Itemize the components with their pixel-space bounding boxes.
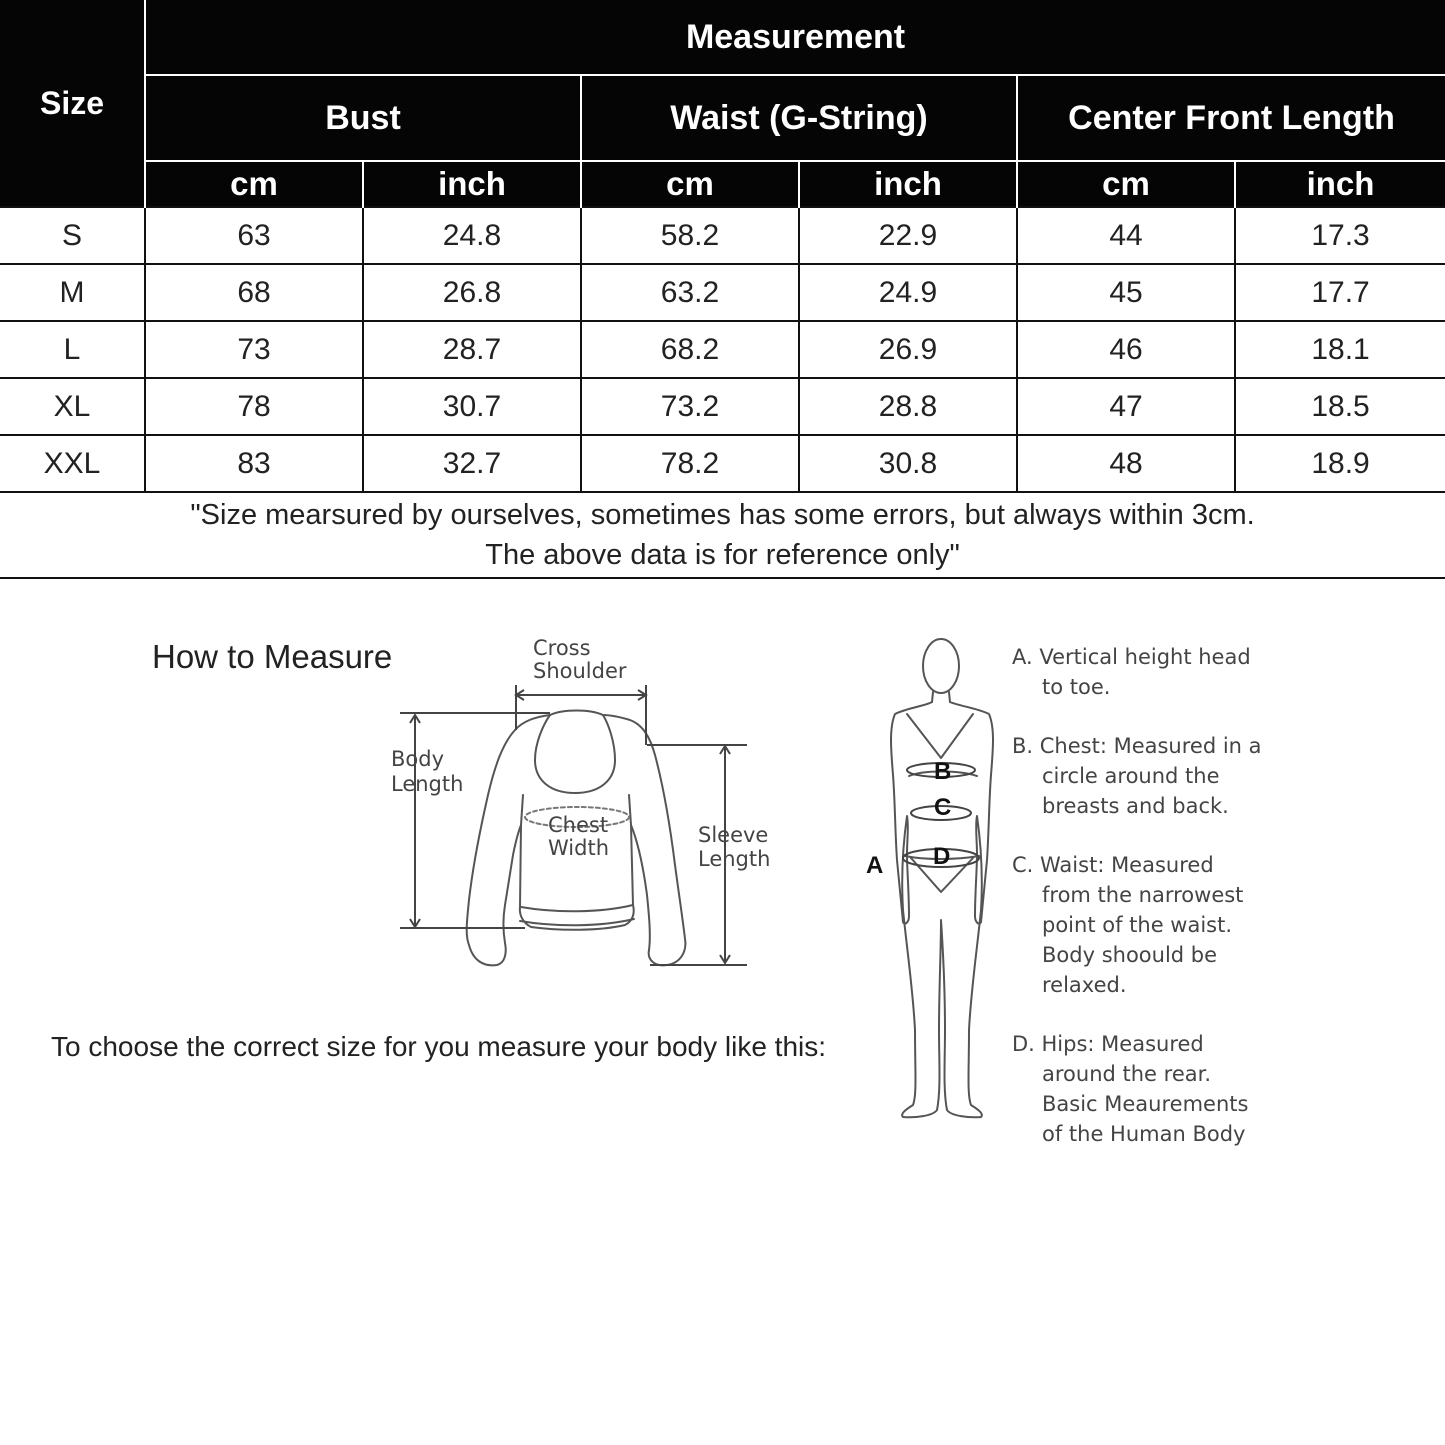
table-cell: 63 <box>145 207 363 264</box>
table-cell: 73 <box>145 321 363 378</box>
table-cell: 17.7 <box>1235 264 1445 321</box>
size-note <box>0 492 1445 578</box>
note-line: The above data is for reference only" <box>485 539 960 571</box>
cross-shoulder-label-line: Cross <box>533 636 591 660</box>
table-cell: 68.2 <box>581 321 799 378</box>
instruction-line: circle around the <box>1042 764 1220 788</box>
table-cell: 26.8 <box>363 264 581 321</box>
bust-header: Bust <box>145 75 581 161</box>
table-row <box>0 321 1445 378</box>
table-cell: 78.2 <box>581 435 799 492</box>
chest-width-label-line: Chest <box>548 813 609 837</box>
table-cell: 63.2 <box>581 264 799 321</box>
unit-header: cm <box>145 161 363 207</box>
letter-a: A <box>866 852 884 879</box>
instruction-line: of the Human Body <box>1042 1122 1246 1146</box>
how-to-measure-title: How to Measure <box>152 638 393 675</box>
sleeve-length-label-line: Length <box>698 847 771 871</box>
note-line: "Size mearsured by ourselves, sometimes has some errors, but always within 3cm. <box>190 499 1255 531</box>
letter-c: C <box>934 794 952 821</box>
unit-header: cm <box>581 161 799 207</box>
choose-size-text: To choose the correct size for you measure your body like this: <box>51 1031 827 1062</box>
table-cell: 58.2 <box>581 207 799 264</box>
unit-header: inch <box>363 161 581 207</box>
unit-header-row <box>0 161 1445 207</box>
letter-b: B <box>934 758 952 785</box>
head-outline <box>923 639 959 693</box>
instruction-line: around the rear. <box>1042 1062 1211 1086</box>
measurement-header-row <box>0 0 1445 75</box>
table-cell: 32.7 <box>363 435 581 492</box>
note-row <box>0 492 1445 578</box>
instruction-waist <box>1012 850 1312 1000</box>
instruction-height <box>1012 642 1312 702</box>
collar-outline <box>535 711 615 794</box>
table-cell: 18.9 <box>1235 435 1445 492</box>
unit-header: inch <box>1235 161 1445 207</box>
instruction-line: point of the waist. <box>1042 913 1233 937</box>
table-row <box>0 207 1445 264</box>
size-cell: XL <box>0 378 145 435</box>
instruction-line: C. Waist: Measured <box>1012 853 1214 877</box>
size-cell: L <box>0 321 145 378</box>
instruction-line: Body shoould be <box>1042 943 1218 967</box>
group-header-row <box>0 75 1445 161</box>
table-cell: 30.7 <box>363 378 581 435</box>
instruction-line: to toe. <box>1042 675 1111 699</box>
body-length-label-line: Length <box>391 772 464 796</box>
size-chart-table <box>0 0 1445 579</box>
table-row <box>0 378 1445 435</box>
size-cell: S <box>0 207 145 264</box>
table-cell: 48 <box>1017 435 1235 492</box>
table-cell: 24.9 <box>799 264 1017 321</box>
table-cell: 28.8 <box>799 378 1017 435</box>
table-cell: 18.1 <box>1235 321 1445 378</box>
unit-header: inch <box>799 161 1017 207</box>
table-cell: 17.3 <box>1235 207 1445 264</box>
body-length-label-line: Body <box>391 747 445 771</box>
center-front-length-header: Center Front Length <box>1017 75 1445 161</box>
table-cell: 68 <box>145 264 363 321</box>
table-cell: 22.9 <box>799 207 1017 264</box>
measure-instructions <box>1012 642 1312 1178</box>
size-cell: XXL <box>0 435 145 492</box>
table-cell: 24.8 <box>363 207 581 264</box>
table-cell: 18.5 <box>1235 378 1445 435</box>
instruction-line: Basic Meaurements <box>1042 1092 1249 1116</box>
garment-measure-diagram <box>385 625 785 980</box>
table-cell: 28.7 <box>363 321 581 378</box>
instruction-line: relaxed. <box>1042 973 1127 997</box>
table-cell: 47 <box>1017 378 1235 435</box>
table-cell: 44 <box>1017 207 1235 264</box>
instruction-line: D. Hips: Measured <box>1012 1032 1204 1056</box>
letter-d: D <box>933 843 951 870</box>
chest-width-label-line: Width <box>548 836 610 860</box>
sleeve-length-label-line: Sleeve <box>698 823 769 847</box>
table-row <box>0 435 1445 492</box>
instruction-line: A. Vertical height head <box>1012 645 1251 669</box>
size-cell: M <box>0 264 145 321</box>
table-row <box>0 264 1445 321</box>
table-cell: 78 <box>145 378 363 435</box>
table-cell: 73.2 <box>581 378 799 435</box>
measurement-header: Measurement <box>145 0 1445 75</box>
size-column-header: Size <box>0 0 145 207</box>
table-cell: 45 <box>1017 264 1235 321</box>
instruction-chest <box>1012 731 1312 821</box>
unit-header: cm <box>1017 161 1235 207</box>
table-cell: 26.9 <box>799 321 1017 378</box>
instruction-hips <box>1012 1029 1312 1149</box>
instruction-line: from the narrowest <box>1042 883 1244 907</box>
body-measure-diagram <box>855 630 1005 1125</box>
table-cell: 30.8 <box>799 435 1017 492</box>
waist-header: Waist (G-String) <box>581 75 1017 161</box>
instruction-line: B. Chest: Measured in a <box>1012 734 1262 758</box>
instruction-line: breasts and back. <box>1042 794 1229 818</box>
table-cell: 83 <box>145 435 363 492</box>
cross-shoulder-label-line: Shoulder <box>533 659 627 683</box>
table-cell: 46 <box>1017 321 1235 378</box>
